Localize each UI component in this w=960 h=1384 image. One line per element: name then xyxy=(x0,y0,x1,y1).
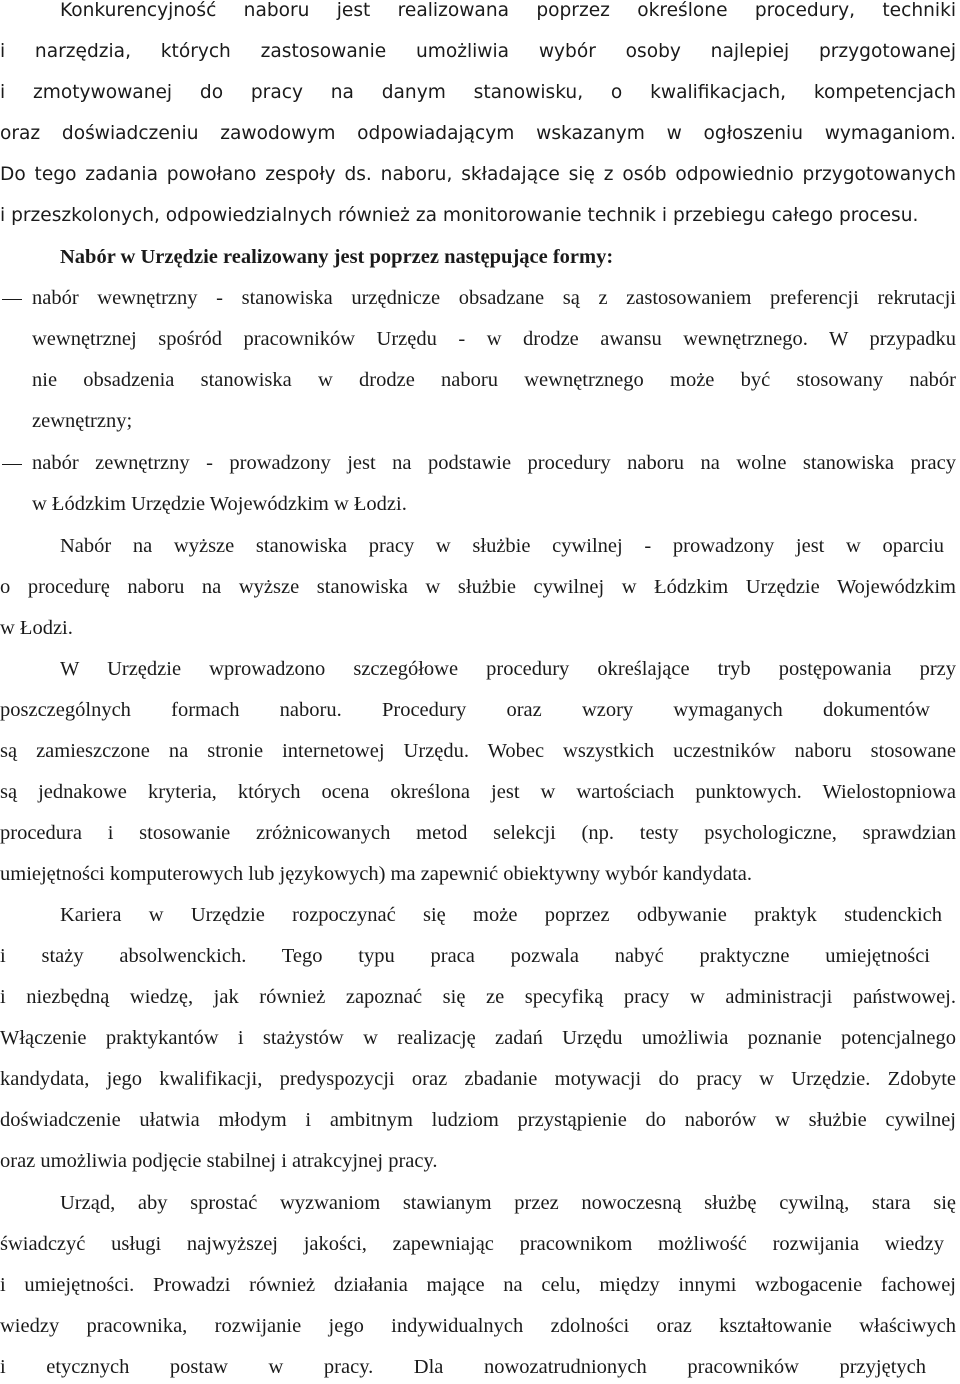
text-line: w Łodzi. xyxy=(0,617,73,639)
text-line: i etycznych postaw w pracy. Dla nowozatrudnionych pracowników przyjętych xyxy=(0,1356,926,1378)
text-line: i narzędzia, których zastosowanie umożliwia wybór osoby najlepiej przygotowanej xyxy=(0,41,956,62)
list-item-line: nabór wewnętrzny - stanowiska urzędnicze obsadzane są z zastosowaniem preferencji rekrutacji xyxy=(32,287,956,309)
text-line: i zmotywowanej do pracy na danym stanowisku, o kwalifikacjach, kompetencjach xyxy=(0,82,956,103)
text-line: i przeszkolonych, odpowiedzialnych również za monitorowanie technik i przebiegu całego procesu. xyxy=(0,205,919,226)
list-item-line: zewnętrzny; xyxy=(32,410,133,432)
text-line: i niezbędną wiedzę, jak również zapoznać się ze specyfiką pracy w administracji państwowej. xyxy=(0,986,956,1008)
text-line: Kariera w Urzędzie rozpoczynać się może poprzez odbywanie praktyk studenckich xyxy=(60,904,942,926)
list-item-line: nabór zewnętrzny - prowadzony jest na podstawie procedury naboru na wolne stanowiska pracy xyxy=(32,452,956,474)
text-line: Nabór na wyższe stanowiska pracy w służbie cywilnej - prowadzony jest w oparciu xyxy=(60,535,944,557)
list-bullet-dash xyxy=(2,281,22,315)
text-line: Konkurencyjność naboru jest realizowana poprzez określone procedury, techniki xyxy=(60,0,956,21)
text-line: Urząd, aby sprostać wyzwaniom stawianym przez nowoczesną służbę cywilną, stara się xyxy=(60,1192,956,1214)
text-line: i umiejętności. Prowadzi również działania mające na celu, między innymi wzbogacenie fachowej xyxy=(0,1274,956,1296)
section-heading: Nabór w Urzędzie realizowany jest poprzez następujące formy: xyxy=(60,246,614,268)
text-line: świadczyć usługi najwyższej jakości, zapewniając pracownikom możliwość rozwijania wiedzy xyxy=(0,1233,944,1255)
list-item-line: w Łódzkim Urzędzie Wojewódzkim w Łodzi. xyxy=(32,493,407,515)
text-line: umiejętności komputerowych lub językowych) ma zapewnić obiektywny wybór kandydata. xyxy=(0,863,753,885)
text-line: procedura i stosowanie zróżnicowanych metod selekcji (np. testy psychologiczne, sprawdzian xyxy=(0,822,956,844)
text-line: o procedurę naboru na wyższe stanowiska w służbie cywilnej w Łódzkim Urzędzie Wojewódzkim xyxy=(0,576,956,598)
list-item-line: nie obsadzenia stanowiska w drodze naboru wewnętrznego może być stosowany nabór xyxy=(32,369,956,391)
text-line: oraz umożliwia podjęcie stabilnej i atrakcyjnej pracy. xyxy=(0,1150,438,1172)
text-line: wiedzy pracownika, rozwijanie jego indywidualnych zdolności oraz kształtowanie właściwych xyxy=(0,1315,956,1337)
text-line: są zamieszczone na stronie internetowej Urzędu. Wobec wszystkich uczestników naboru stosowane xyxy=(0,740,956,762)
text-line: oraz doświadczeniu zawodowym odpowiadającym wskazanym w ogłoszeniu wymaganiom. xyxy=(0,123,956,144)
text-line: kandydata, jego kwalifikacji, predyspozycji oraz zbadanie motywacji do pracy w Urzędzie. Zdobyte xyxy=(0,1068,956,1090)
text-line: są jednakowe kryteria, których ocena określona jest w wartościach punktowych. Wielostopniowa xyxy=(0,781,956,803)
list-bullet-dash xyxy=(2,446,22,480)
text-line: Do tego zadania powołano zespoły ds. naboru, składające się z osób odpowiednio przygotowanych xyxy=(0,164,956,185)
text-line: W Urzędzie wprowadzono szczegółowe procedury określające tryb postępowania przy xyxy=(60,658,956,680)
list-item-line: wewnętrznej spośród pracowników Urzędu - w drodze awansu wewnętrznego. W przypadku xyxy=(32,328,956,350)
text-line: Włączenie praktykantów i stażystów w realizację zadań Urzędu umożliwia poznanie potencjalnego xyxy=(0,1027,956,1049)
text-line: doświadczenie ułatwia młodym i ambitnym ludziom przystąpienie do naborów w służbie cywilnej xyxy=(0,1109,956,1131)
text-line: poszczególnych formach naboru. Procedury oraz wzory wymaganych dokumentów xyxy=(0,699,930,721)
text-line: i staży absolwenckich. Tego typu praca pozwala nabyć praktyczne umiejętności xyxy=(0,945,930,967)
